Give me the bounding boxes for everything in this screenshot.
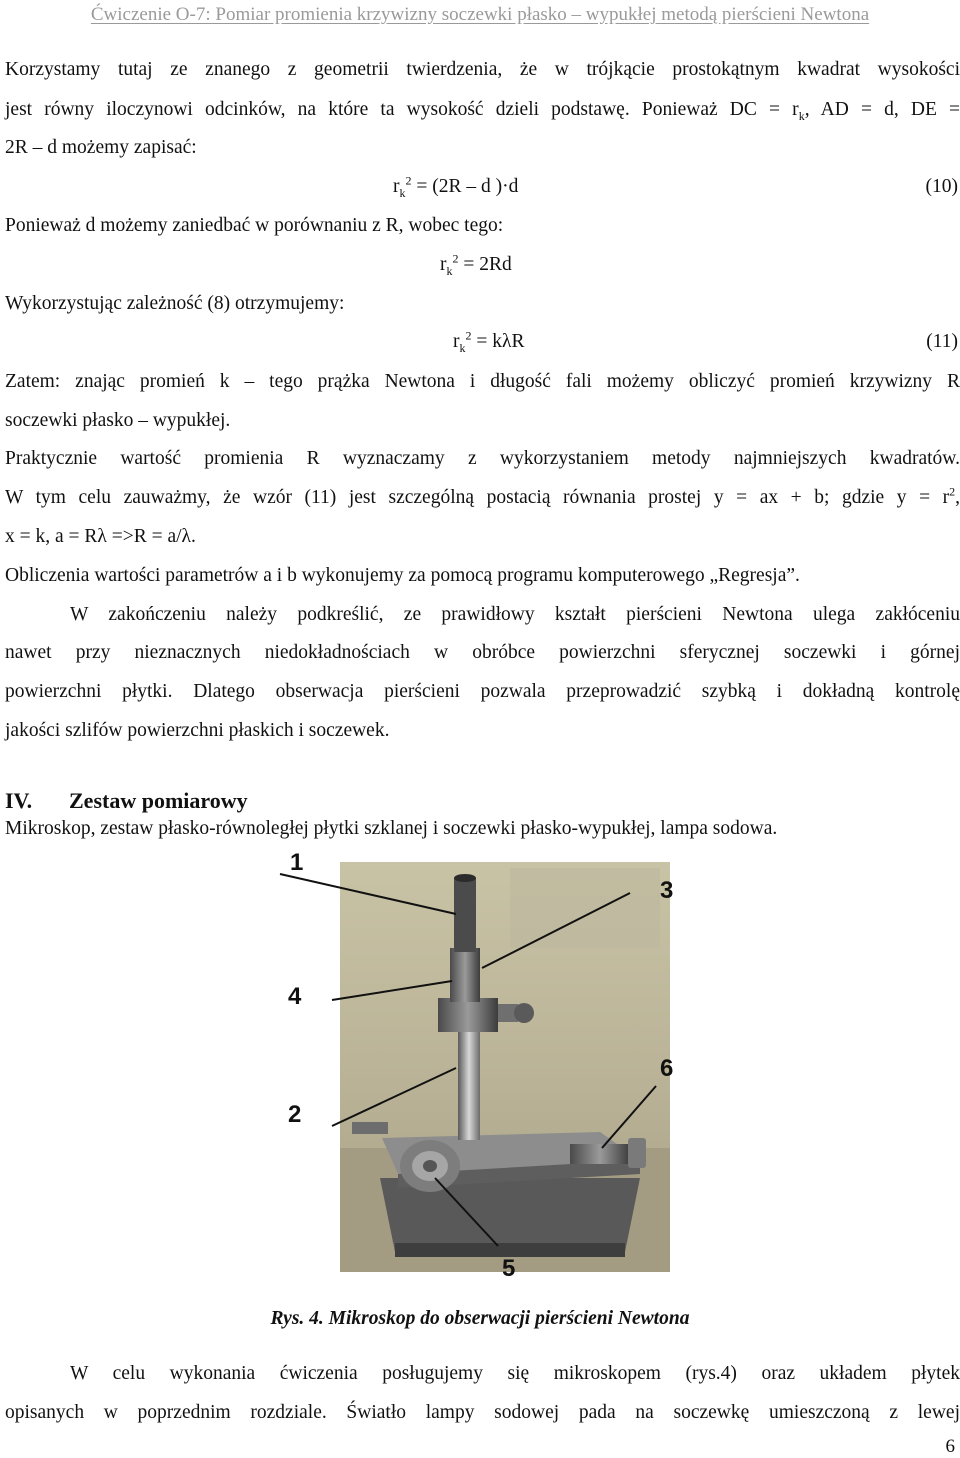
paragraph-line: W celu wykonania ćwiczenia posługujemy się mikroskopem (rys.4) oraz układem płytek xyxy=(70,1363,960,1384)
paragraph-line: Praktycznie wartość promienia R wyznaczamy z wykorzystaniem metody najmniejszych kwadratów. xyxy=(5,448,960,469)
microscope-tube xyxy=(450,948,480,1002)
page-number: 6 xyxy=(945,1436,955,1457)
paragraph-line: Wykorzystując zależność (8) otrzymujemy: xyxy=(5,293,345,314)
paragraph-line: opisanych w poprzednim rozdziale. Światło lampy sodowej pada na soczewkę umieszczoną z lewej xyxy=(5,1402,960,1423)
figure-label-4: 4 xyxy=(288,983,302,1010)
paragraph-line: jest równy iloczynowi odcinków, na które ta wysokość dzieli podstawę. Ponieważ DC = $r_k$, AD = d, DE = xyxy=(5,99,960,123)
running-header: Ćwiczenie O-7: Pomiar promienia krzywizny soczewki płasko – wypukłej metodą pierścieni Newtona xyxy=(90,4,870,25)
paragraph-line: nawet przy nieznacznych niedokładnościach w obróbce powierzchni sferycznej soczewki i górnej xyxy=(5,642,960,663)
section-heading: IV. Zestaw pomiarowy xyxy=(5,788,248,813)
figure-label-3: 3 xyxy=(660,877,674,904)
paragraph-line: Korzystamy tutaj ze znanego z geometrii twierdzenia, że w trójkącie prostokątnym kwadrat wysokości xyxy=(5,59,960,80)
equation-simplified: $r_k^2 = 2Rd$ xyxy=(440,251,512,278)
figure-label-5: 5 xyxy=(502,1255,516,1282)
paragraph-line: x = k, a = Rλ =>R = a/λ. xyxy=(5,526,196,547)
stage-screw-right xyxy=(570,1144,630,1164)
equipment-list: Mikroskop, zestaw płasko-równoległej płytki szklanej i soczewki płasko-wypukłej, lampa sodowa. xyxy=(5,818,778,839)
paragraph-line: jakości szlifów powierzchni płaskich i soczewek. xyxy=(5,720,390,741)
paragraph-line: powierzchni płytki. Dlatego obserwacja pierścieni pozwala przeprowadzić szybką i dokładną kontrolę xyxy=(5,681,960,702)
figure-caption: Rys. 4. Mikroskop do obserwacji pierścieni Newtona xyxy=(270,1308,690,1329)
paragraph-line: soczewki płasko – wypukłej. xyxy=(5,410,231,431)
equation-10: $r_k^2 = (2R - d$ )·d xyxy=(393,173,519,200)
paragraph-line: W zakończeniu należy podkreślić, ze prawidłowy kształt pierścieni Newtona ulega zakłóceniu xyxy=(70,604,960,625)
focus-knob xyxy=(514,1003,534,1023)
focus-block xyxy=(438,998,498,1032)
microscope-pillar xyxy=(458,1028,480,1140)
figure-label-1: 1 xyxy=(290,849,304,876)
paragraph-line: Zatem: znając promień k – tego prążka Newtona i długość fali możemy obliczyć promień krzywizny R xyxy=(5,371,960,392)
paragraph-line: W tym celu zauważmy, że wzór (11) jest szczególną postacią równania prostej y = ax + b; gdzie $y = r^2$, xyxy=(5,484,960,508)
equation-number: (10) xyxy=(925,176,958,197)
paragraph-line: 2R – d możemy zapisać: xyxy=(5,137,197,158)
figure-label-6: 6 xyxy=(660,1055,674,1082)
figure-label-2: 2 xyxy=(288,1101,302,1128)
equation-11: $r_k^2 = k\lambda R$ xyxy=(453,328,525,355)
eyepiece xyxy=(454,878,476,952)
microscope-photo xyxy=(270,848,700,1286)
paragraph-line: Ponieważ d możemy zaniedbać w porównaniu z R, wobec tego: xyxy=(5,215,504,236)
paragraph-line: Obliczenia wartości parametrów a i b wykonujemy za pomocą programu komputerowego „Regresja”. xyxy=(5,565,800,586)
equation-number: (11) xyxy=(926,331,958,352)
